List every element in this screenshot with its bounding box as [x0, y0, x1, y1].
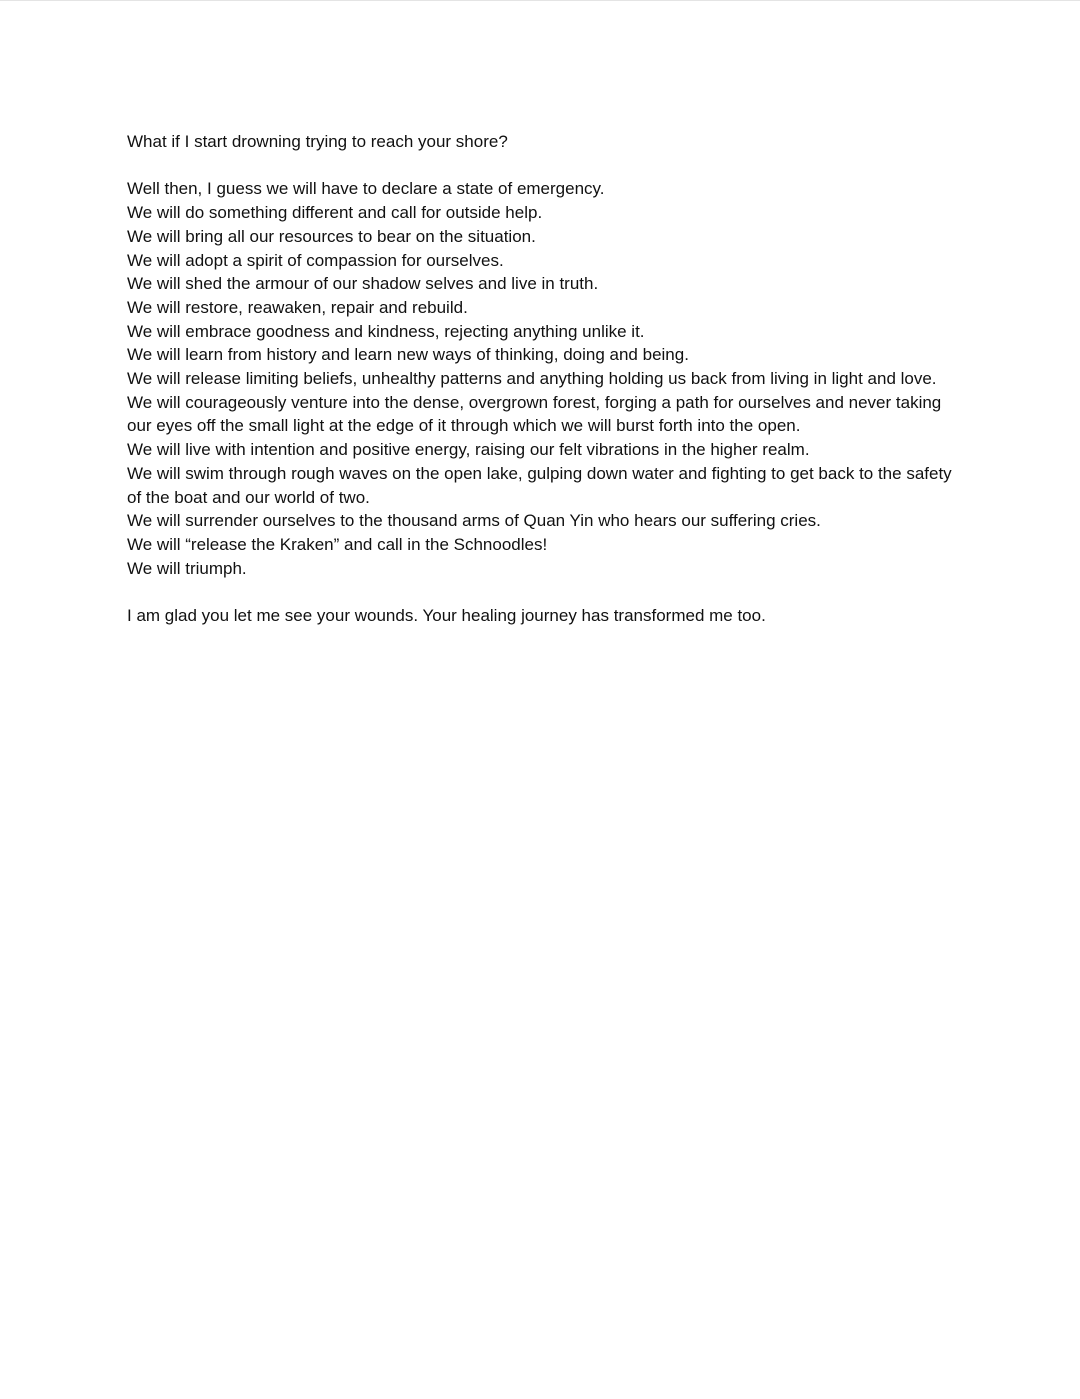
response-line: We will embrace goodness and kindness, rejecting anything unlike it. [127, 321, 645, 341]
closing-paragraph: I am glad you let me see your wounds. Your healing journey has transformed me too. [127, 606, 766, 626]
response-line: We will triumph. [127, 558, 247, 578]
response-line: We will surrender ourselves to the thousand arms of Quan Yin who hears our suffering cries. [127, 511, 821, 531]
response-line: We will courageously venture into the dense, overgrown forest, forging a path for ourselves and never taking our eyes off the small light at the edge of it through which we will burst forth into the open. [127, 392, 942, 436]
response-line: We will adopt a spirit of compassion for ourselves. [127, 250, 504, 270]
response-line: We will learn from history and learn new ways of thinking, doing and being. [127, 345, 689, 365]
response-line: We will “release the Kraken” and call in the Schnoodles! [127, 534, 548, 554]
paragraph-gap [127, 154, 967, 178]
response-paragraph [127, 177, 967, 580]
response-line: We will bring all our resources to bear on the situation. [127, 226, 536, 246]
opening-question: What if I start drowning trying to reach your shore? [127, 132, 508, 151]
response-line: We will restore, reawaken, repair and rebuild. [127, 297, 468, 317]
response-line: We will swim through rough waves on the open lake, gulping down water and fighting to get back to the safety of the boat and our world of two. [127, 463, 952, 507]
response-line: We will release limiting beliefs, unhealthy patterns and anything holding us back from living in light and love. [127, 369, 937, 389]
document-body [127, 130, 967, 628]
response-line: Well then, I guess we will have to declare a state of emergency. [127, 179, 605, 199]
paragraph-gap [127, 580, 967, 604]
response-line: We will do something different and call for outside help. [127, 203, 543, 223]
response-line: We will shed the armour of our shadow selves and live in truth. [127, 274, 599, 294]
response-line: We will live with intention and positive energy, raising our felt vibrations in the higher realm. [127, 440, 810, 460]
